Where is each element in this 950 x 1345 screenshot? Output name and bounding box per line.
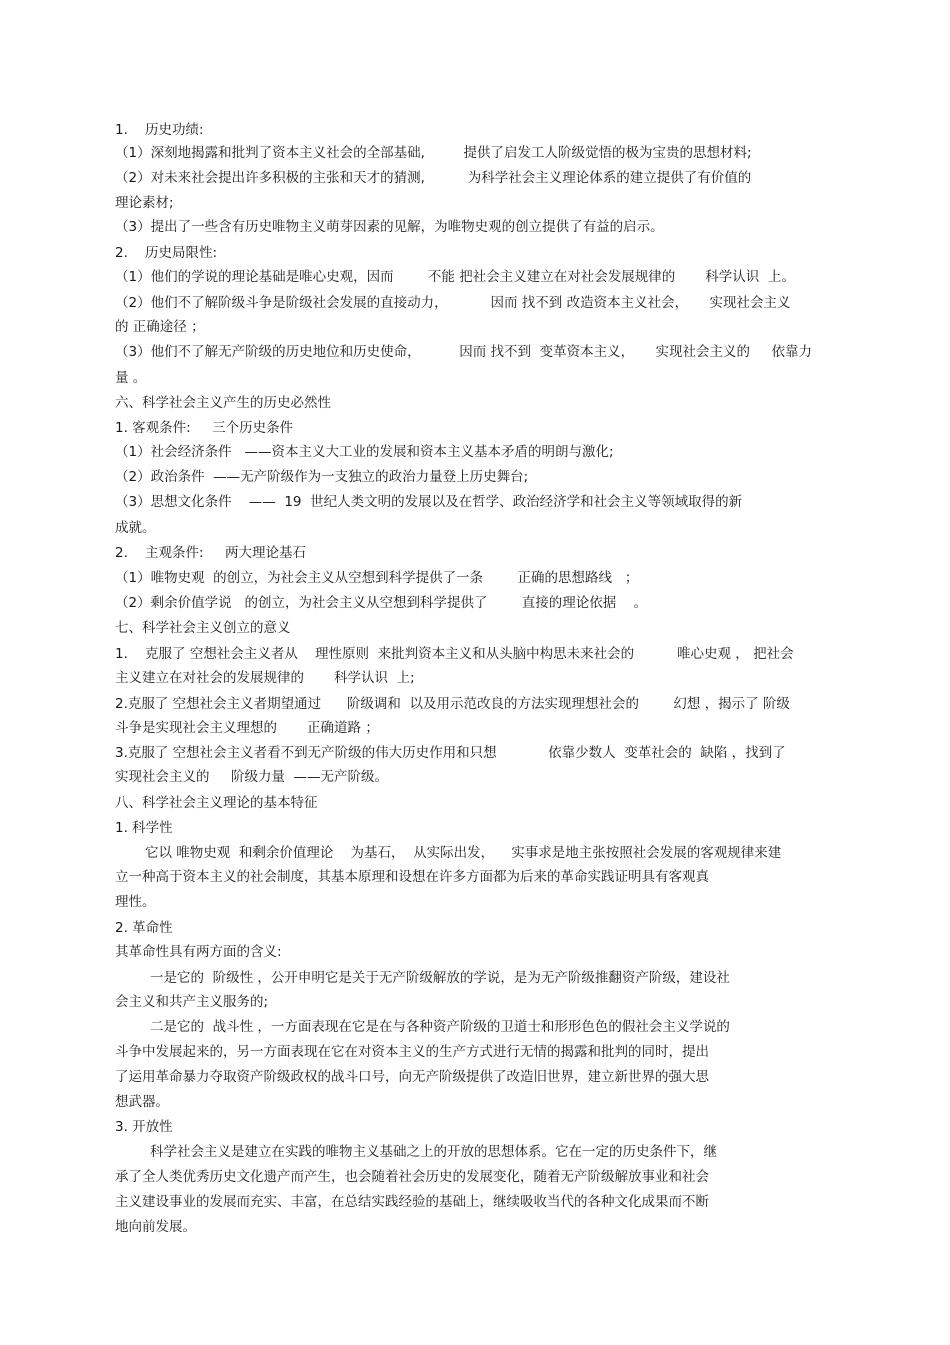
text-line: 主义建立在对社会的发展规律的 科学认识 上; <box>115 670 415 686</box>
text-line: 3. 开放性 <box>115 1119 173 1135</box>
text-line: （1）唯物史观 的创立，为社会主义从空想到科学提供了一条 正确的思想路线 ； <box>115 570 639 586</box>
text-line: 会主义和共产主义服务的; <box>115 994 269 1010</box>
text-line: （2）对未来社会提出许多积极的主张和天才的猜测, 为科学社会主义理论体系的建立提供了有价值的 <box>115 170 752 186</box>
text-line: 地向前发展。 <box>115 1219 196 1235</box>
text-line: 2. 革命性 <box>115 920 173 936</box>
text-line: 斗争是实现社会主义理想的 正确道路 ； <box>115 720 379 736</box>
text-line: 立一种高于资本主义的社会制度，其基本原理和设想在许多方面都为后来的革命实践证明具有客观真 <box>115 869 709 885</box>
text-line: （3）他们不了解无产阶级的历史地位和历史使命， 因而 找不到 变革资本主义， 实现社会主义的 依靠力 <box>115 344 812 360</box>
text-line: 其革命性具有两方面的含义: <box>115 944 282 960</box>
section-heading: 六、科学社会主义产生的历史必然性 <box>115 395 331 411</box>
text-line: 它以 唯物史观 和剩余价值理论 为基石， 从实际出发， 实事求是地主张按照社会发展的客观规律来建 <box>145 845 782 861</box>
text-line: 1. 克服了 空想社会主义者从 理性原则 来批判资本主义和从头脑中构思未来社会的 唯心史观 ， 把社会 <box>115 646 794 662</box>
text-line: 科学社会主义是建立在实践的唯物主义基础之上的开放的思想体系。它在一定的历史条件下，继 <box>150 1144 717 1160</box>
text-line: （1）社会经济条件 ——资本主义大工业的发展和资本主义基本矛盾的明朗与激化; <box>115 444 614 460</box>
text-line: （3）提出了一些含有历史唯物主义萌芽因素的见解，为唯物史观的创立提供了有益的启示。 <box>115 219 664 235</box>
text-line: 理性。 <box>115 894 156 910</box>
text-line: 二是它的 战斗性 ，一方面表现在它是在与各种资产阶级的卫道士和形形色色的假社会主义学说的 <box>150 1019 730 1035</box>
text-line: 成就。 <box>115 520 156 536</box>
text-line: （1）深刻地揭露和批判了资本主义社会的全部基础, 提供了启发工人阶级觉悟的极为宝贵的思想材料; <box>115 145 752 161</box>
text-line: （1）他们的学说的理论基础是唯心史观，因而 不能 把社会主义建立在对社会发展规律的 科学认识 上。 <box>115 269 795 285</box>
text-line: 1. 科学性 <box>115 820 173 836</box>
text-line: 主义建设事业的发展而充实、丰富，在总结实践经验的基础上，继续吸收当代的各种文化成果而不断 <box>115 1194 709 1210</box>
text-line: 2. 历史局限性: <box>115 245 218 261</box>
text-line: （2）政治条件 ——无产阶级作为一支独立的政治力量登上历史舞台; <box>115 469 529 485</box>
text-line: 想武器。 <box>115 1094 169 1110</box>
text-line: 理论素材; <box>115 195 174 211</box>
text-line: 2.克服了 空想社会主义者期望通过 阶级调和 以及用示范改良的方法实现理想社会的 幻想 ，揭示了 阶级 <box>115 696 790 712</box>
section-heading: 七、科学社会主义创立的意义 <box>115 620 291 636</box>
text-line: （2）他们不了解阶级斗争是阶级社会发展的直接动力， 因而 找不到 改造资本主义社会， 实现社会主义 <box>115 295 791 311</box>
text-line: 的 正确途径 ； <box>115 319 205 335</box>
text-line: （2）剩余价值学说 的创立，为社会主义从空想到科学提供了 直接的理论依据 。 <box>115 595 647 611</box>
text-line: （3）思想文化条件 —— 19 世纪人类文明的发展以及在哲学、政治经济学和社会主义等领域取得的新 <box>115 494 743 510</box>
text-line: 1. 历史功绩: <box>115 122 204 138</box>
section-heading: 八、科学社会主义理论的基本特征 <box>115 795 318 811</box>
text-line: 3.克服了 空想社会主义者看不到无产阶级的伟大历史作用和只想 依靠少数人 变革社会的 缺陷 ，找到了 <box>115 745 786 761</box>
text-line: 实现社会主义的 阶级力量 ——无产阶级。 <box>115 769 389 785</box>
text-line: 1. 客观条件: 三个历史条件 <box>115 420 294 436</box>
text-line: 承了全人类优秀历史文化遗产而产生，也会随着社会历史的发展变化，随着无产阶级解放事业和社会 <box>115 1169 709 1185</box>
text-line: 斗争中发展起来的，另一方面表现在它在对资本主义的生产方式进行无情的揭露和批判的同时，提出 <box>115 1044 709 1060</box>
text-line: 一是它的 阶级性 ，公开申明它是关于无产阶级解放的学说，是为无产阶级推翻资产阶级，建设社 <box>150 970 730 986</box>
text-line: 2. 主观条件: 两大理论基石 <box>115 545 307 561</box>
text-line: 量 。 <box>115 370 147 386</box>
text-line: 了运用革命暴力夺取资产阶级政权的战斗口号，向无产阶级提供了改造旧世界，建立新世界的强大思 <box>115 1069 709 1085</box>
